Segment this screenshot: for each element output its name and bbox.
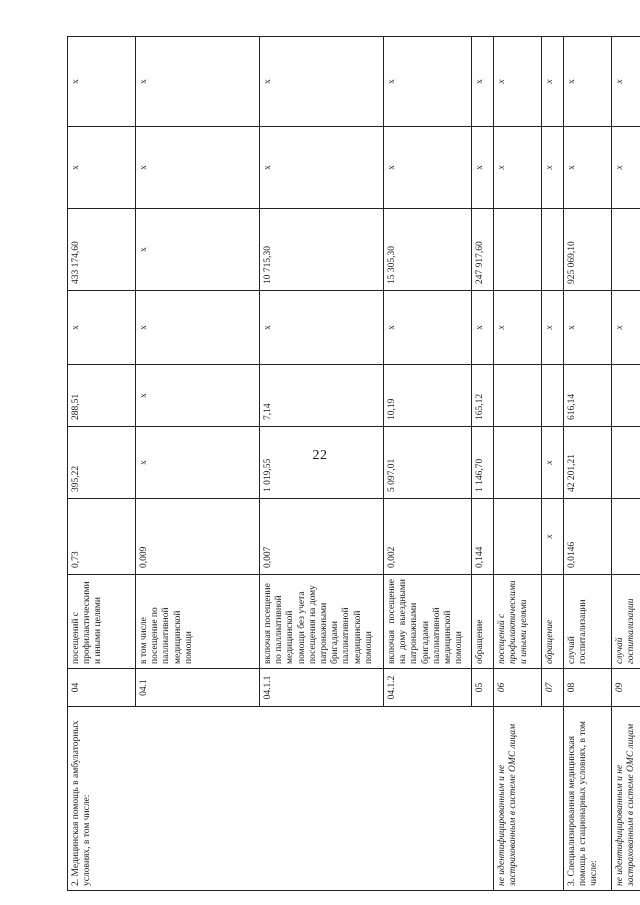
col5-cell: х — [472, 291, 494, 365]
col5-cell: х — [564, 291, 612, 365]
col5-cell: х — [68, 291, 136, 365]
row-code: 04.1 — [136, 669, 260, 707]
col8-cell: х — [472, 37, 494, 127]
unit-cell: включая посещение по паллиативной медицинской помощи без учета посещения на дому патронажными бригадами паллиативной медицинской помощи — [260, 575, 384, 669]
table-row — [494, 37, 542, 891]
per-capita-cell: х — [136, 365, 260, 427]
col5-cell: х — [494, 291, 542, 365]
cost-cell — [494, 427, 542, 499]
cost-cell — [612, 427, 640, 499]
col6-cell: 15 305,30 — [384, 209, 472, 291]
col7-cell: х — [542, 127, 564, 209]
per-capita-cell — [542, 365, 564, 427]
cost-cell: 42 201,21 — [564, 427, 612, 499]
norm-cell: 0,002 — [384, 499, 472, 575]
col8-cell: х — [564, 37, 612, 127]
section-label: не идентифицированным и не застрахованным в системе ОМС лицам — [494, 707, 564, 891]
col6-cell — [542, 209, 564, 291]
cost-cell: 5 097,01 — [384, 427, 472, 499]
norm-cell: 0,0146 — [564, 499, 612, 575]
unit-cell: обращение — [542, 575, 564, 669]
col5-cell: х — [612, 291, 640, 365]
col5-cell: х — [260, 291, 384, 365]
page-number: 22 — [312, 448, 328, 463]
col5-cell: х — [542, 291, 564, 365]
norm-cell: х — [542, 499, 564, 575]
col6-cell: 925 069,10 — [564, 209, 612, 291]
col7-cell: х — [612, 127, 640, 209]
row-code: 06 — [494, 669, 542, 707]
per-capita-cell: 616,14 — [564, 365, 612, 427]
col8-cell: х — [542, 37, 564, 127]
norm-cell: 0,144 — [472, 499, 494, 575]
col7-cell: х — [384, 127, 472, 209]
col7-cell: х — [260, 127, 384, 209]
norm-cell: 0,007 — [260, 499, 384, 575]
rotated-table-wrapper — [67, 37, 640, 891]
table-row — [564, 37, 612, 891]
row-code: 04.1.1 — [260, 669, 384, 707]
cost-cell: 1 019,55 — [260, 427, 384, 499]
section-label: 3. Специализированная медицинская помощь в стационарных условиях, в том числе: — [564, 707, 612, 891]
cost-cell: х — [542, 427, 564, 499]
cost-cell: 1 146,70 — [472, 427, 494, 499]
col8-cell: х — [494, 37, 542, 127]
financing-table — [67, 36, 640, 891]
per-capita-cell: 165,12 — [472, 365, 494, 427]
col8-cell: х — [612, 37, 640, 127]
per-capita-cell: 7,14 — [260, 365, 384, 427]
unit-cell: посещений с профилактическими и иными целями — [68, 575, 136, 669]
col6-cell — [494, 209, 542, 291]
col5-cell: х — [384, 291, 472, 365]
col7-cell: х — [494, 127, 542, 209]
norm-cell — [494, 499, 542, 575]
norm-cell — [612, 499, 640, 575]
cost-cell: х — [136, 427, 260, 499]
unit-cell: в том числе посещение по паллиативной медицинской помощи — [136, 575, 260, 669]
col7-cell: х — [564, 127, 612, 209]
table-row — [612, 37, 640, 891]
col6-cell: х — [136, 209, 260, 291]
row-code: 08 — [564, 669, 612, 707]
col8-cell: х — [68, 37, 136, 127]
col8-cell: х — [384, 37, 472, 127]
norm-cell: 0,009 — [136, 499, 260, 575]
col7-cell: х — [68, 127, 136, 209]
col6-cell — [612, 209, 640, 291]
per-capita-cell — [494, 365, 542, 427]
col6-cell: 433 174,60 — [68, 209, 136, 291]
row-code: 07 — [542, 669, 564, 707]
row-code: 05 — [472, 669, 494, 707]
section-label: 2. Медицинская помощь в амбулаторных условиях, в том числе: — [68, 707, 494, 891]
col6-cell: 10 715,30 — [260, 209, 384, 291]
per-capita-cell — [612, 365, 640, 427]
row-code: 04 — [68, 669, 136, 707]
per-capita-cell: 288,51 — [68, 365, 136, 427]
table-row — [68, 37, 136, 891]
per-capita-cell: 10,19 — [384, 365, 472, 427]
norm-cell: 0,73 — [68, 499, 136, 575]
col5-cell: х — [136, 291, 260, 365]
unit-cell: включая посещение на дому выездными патронажными бригадами паллиативной медицинской помощи — [384, 575, 472, 669]
unit-cell: обращение — [472, 575, 494, 669]
col8-cell: х — [136, 37, 260, 127]
row-code: 09 — [612, 669, 640, 707]
unit-cell: случай госпитализации — [564, 575, 612, 669]
row-code: 04.1.2 — [384, 669, 472, 707]
section-label: не идентифицированным и не застрахованным в системе ОМС лицам — [612, 707, 640, 891]
col7-cell: х — [136, 127, 260, 209]
cost-cell: 395,22 — [68, 427, 136, 499]
col7-cell: х — [472, 127, 494, 209]
col8-cell: х — [260, 37, 384, 127]
unit-cell: посещений с профилактическими и иными целями — [494, 575, 542, 669]
unit-cell: случай госпитализации — [612, 575, 640, 669]
col6-cell: 247 917,60 — [472, 209, 494, 291]
